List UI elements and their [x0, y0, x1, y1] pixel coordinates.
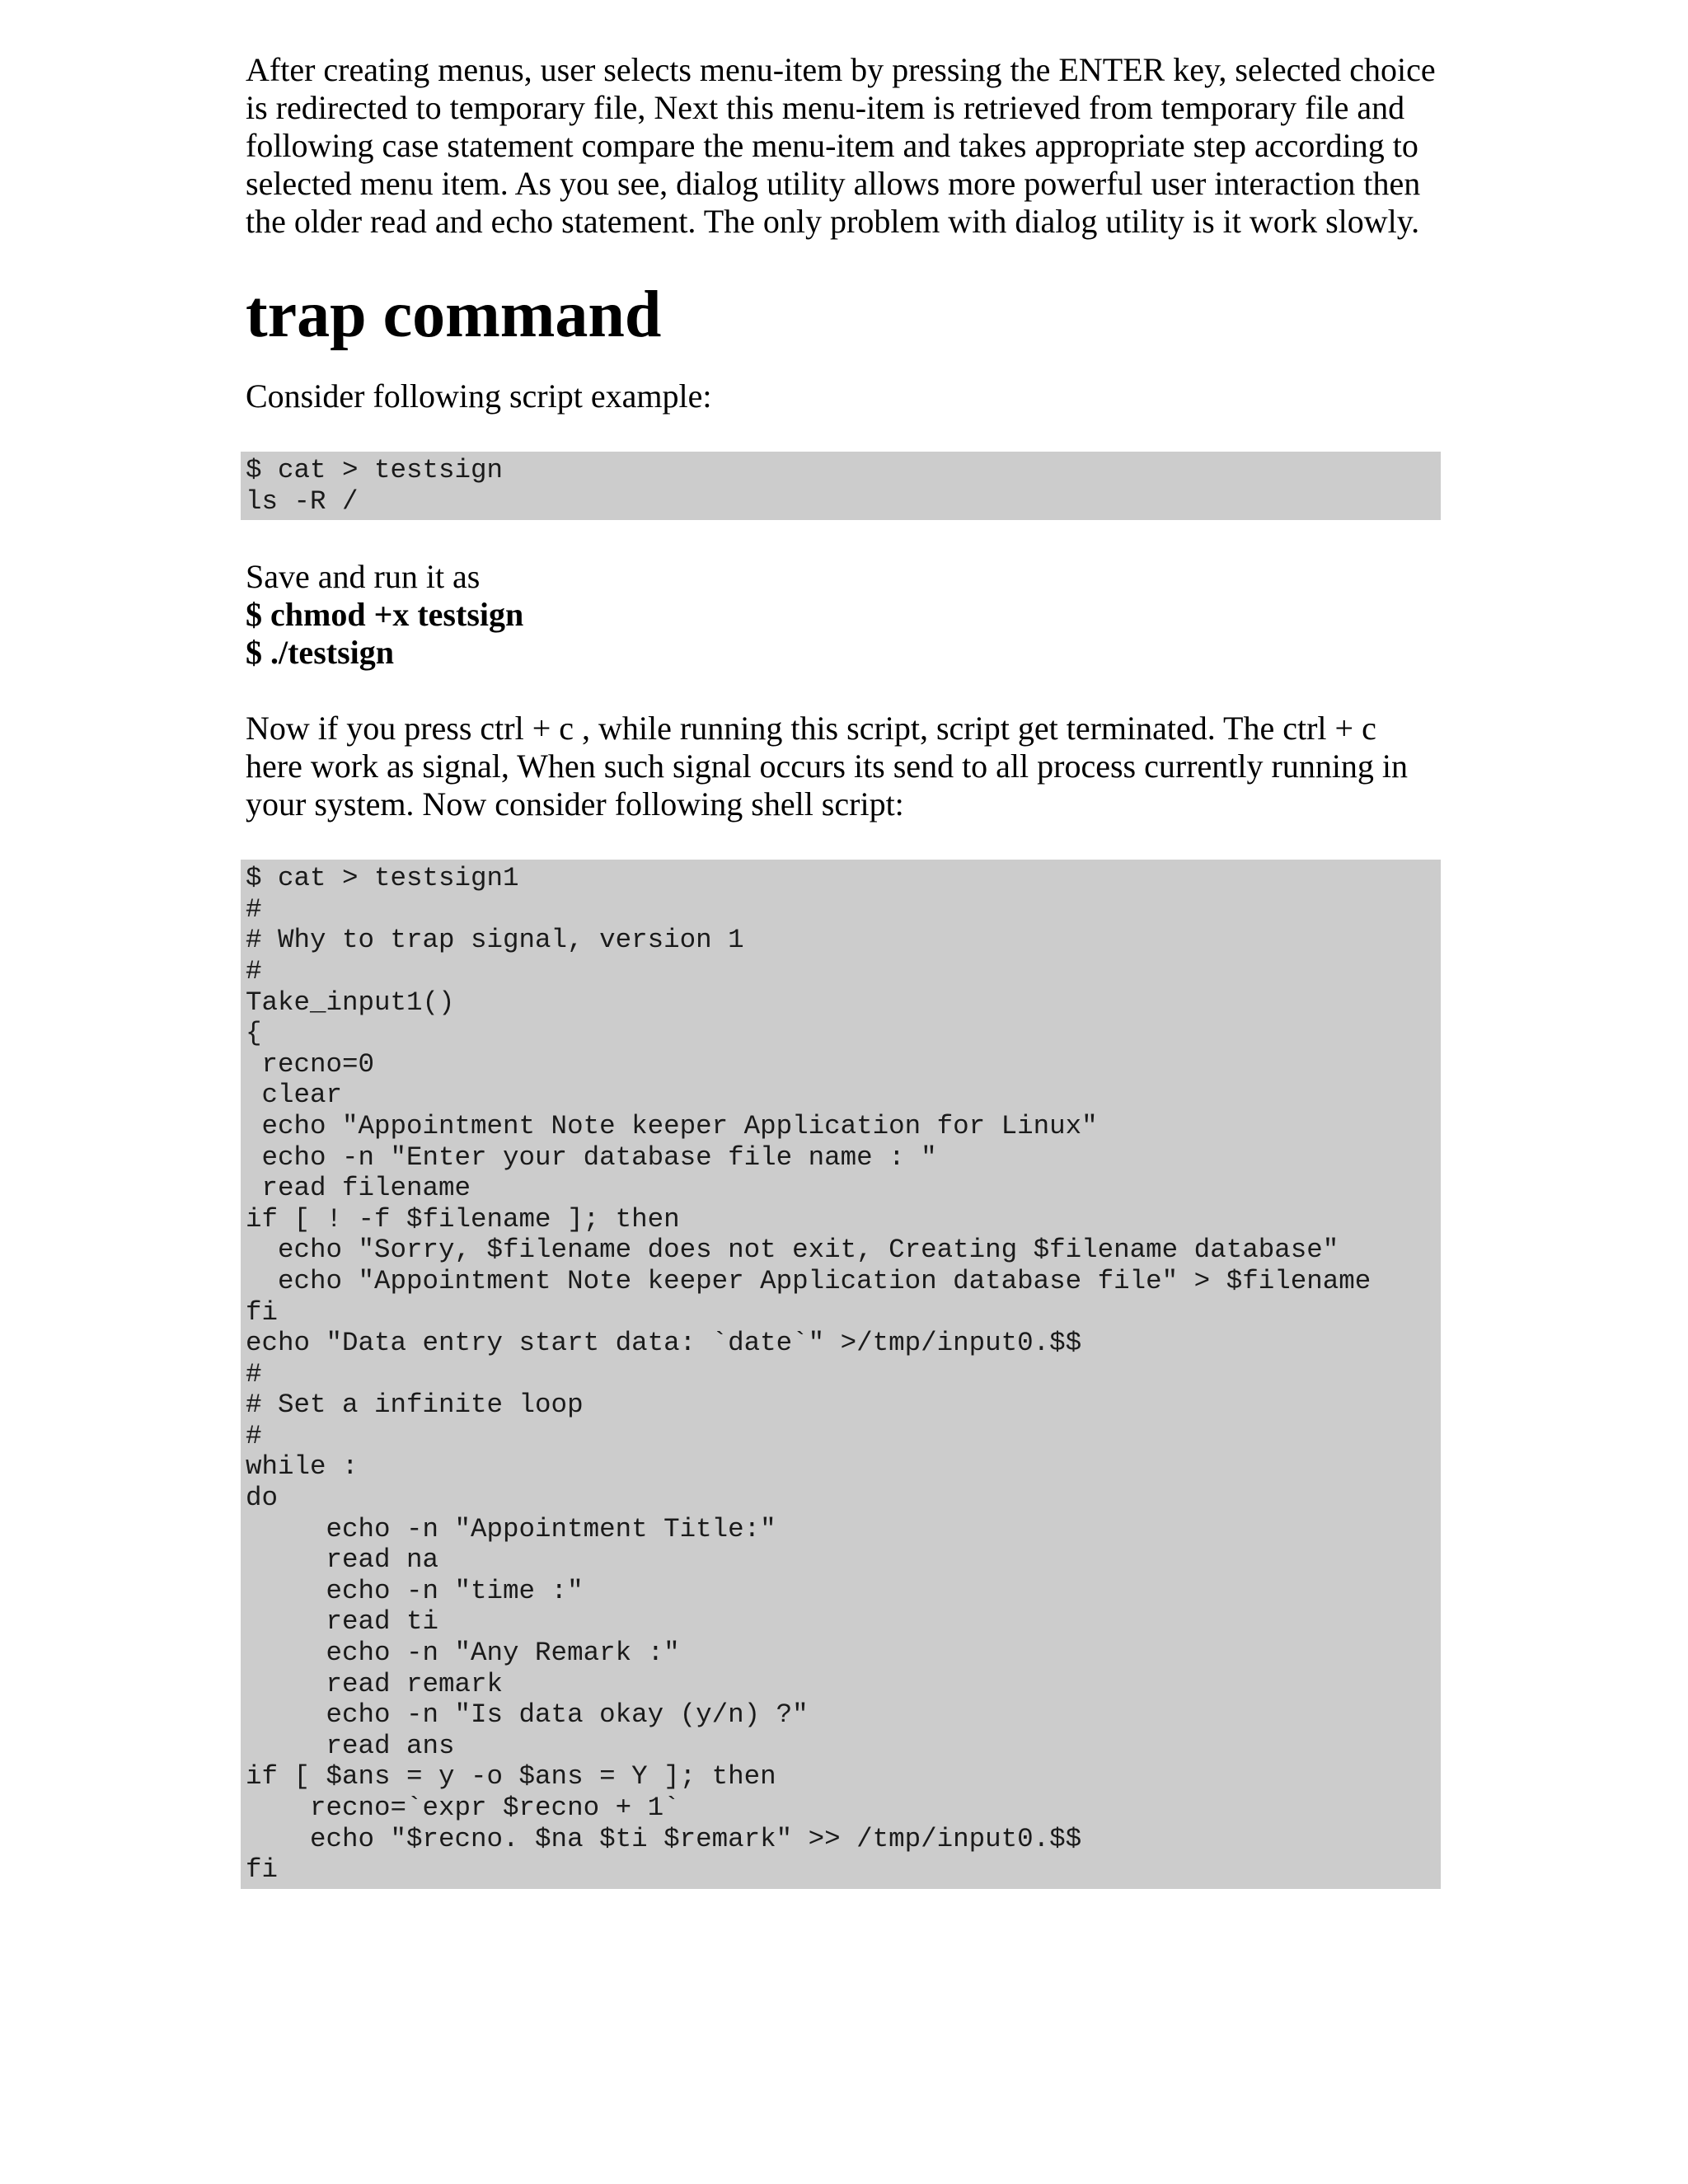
run-command: $ ./testsign — [246, 634, 394, 672]
signal-paragraph: Now if you press ctrl + c , while running this script, script get terminated. The ctrl + c here work as signal, When such signal occurs its send to all process currently running in your system. Now consider following shell script: — [246, 710, 1409, 823]
intro-paragraph: After creating menus, user selects menu-item by pressing the ENTER key, selected choice is redirected to temporary file, Next this menu-item is retrieved from temporary file and following case statement compare the menu-item and takes appropriate step according to selected menu item. As you see, dialog utility allows more powerful user interaction then the older read and echo statement. The only problem with dialog utility is it work slowly. — [246, 51, 1436, 240]
run-instructions — [246, 558, 1441, 672]
document-page — [246, 51, 1441, 1889]
chmod-command: $ chmod +x testsign — [246, 596, 524, 634]
code-block-testsign: $ cat > testsign ls -R / — [241, 452, 1441, 520]
section-heading: trap command — [246, 279, 662, 351]
consider-paragraph: Consider following script example: — [246, 377, 712, 415]
save-run-text: Save and run it as — [246, 558, 481, 596]
code-block-testsign1: $ cat > testsign1 # # Why to trap signal, version 1 # Take_input1() { recno=0 clear echo "Appointment Note keeper Application for Linux" echo -n "Enter your database file name : " read filename if [ ! -f $filename ]; then echo "Sorry, $filename does not exit, Creating $filename database" echo "Appointment Note keeper Application database file" > $filename fi echo "Data entry start data: `date`" >/tmp/input0.$$ # # Set a infinite loop # while : do echo -n "Appointment Title:" read na echo -n "time :" read ti echo -n "Any Remark :" read remark echo -n "Is data okay (y/n) ?" read ans if [ $ans = y -o $ans = Y ]; then recno=`expr $recno + 1` echo "$recno. $na $ti $remark" >> /tmp/input0.$$ fi — [241, 860, 1441, 1889]
